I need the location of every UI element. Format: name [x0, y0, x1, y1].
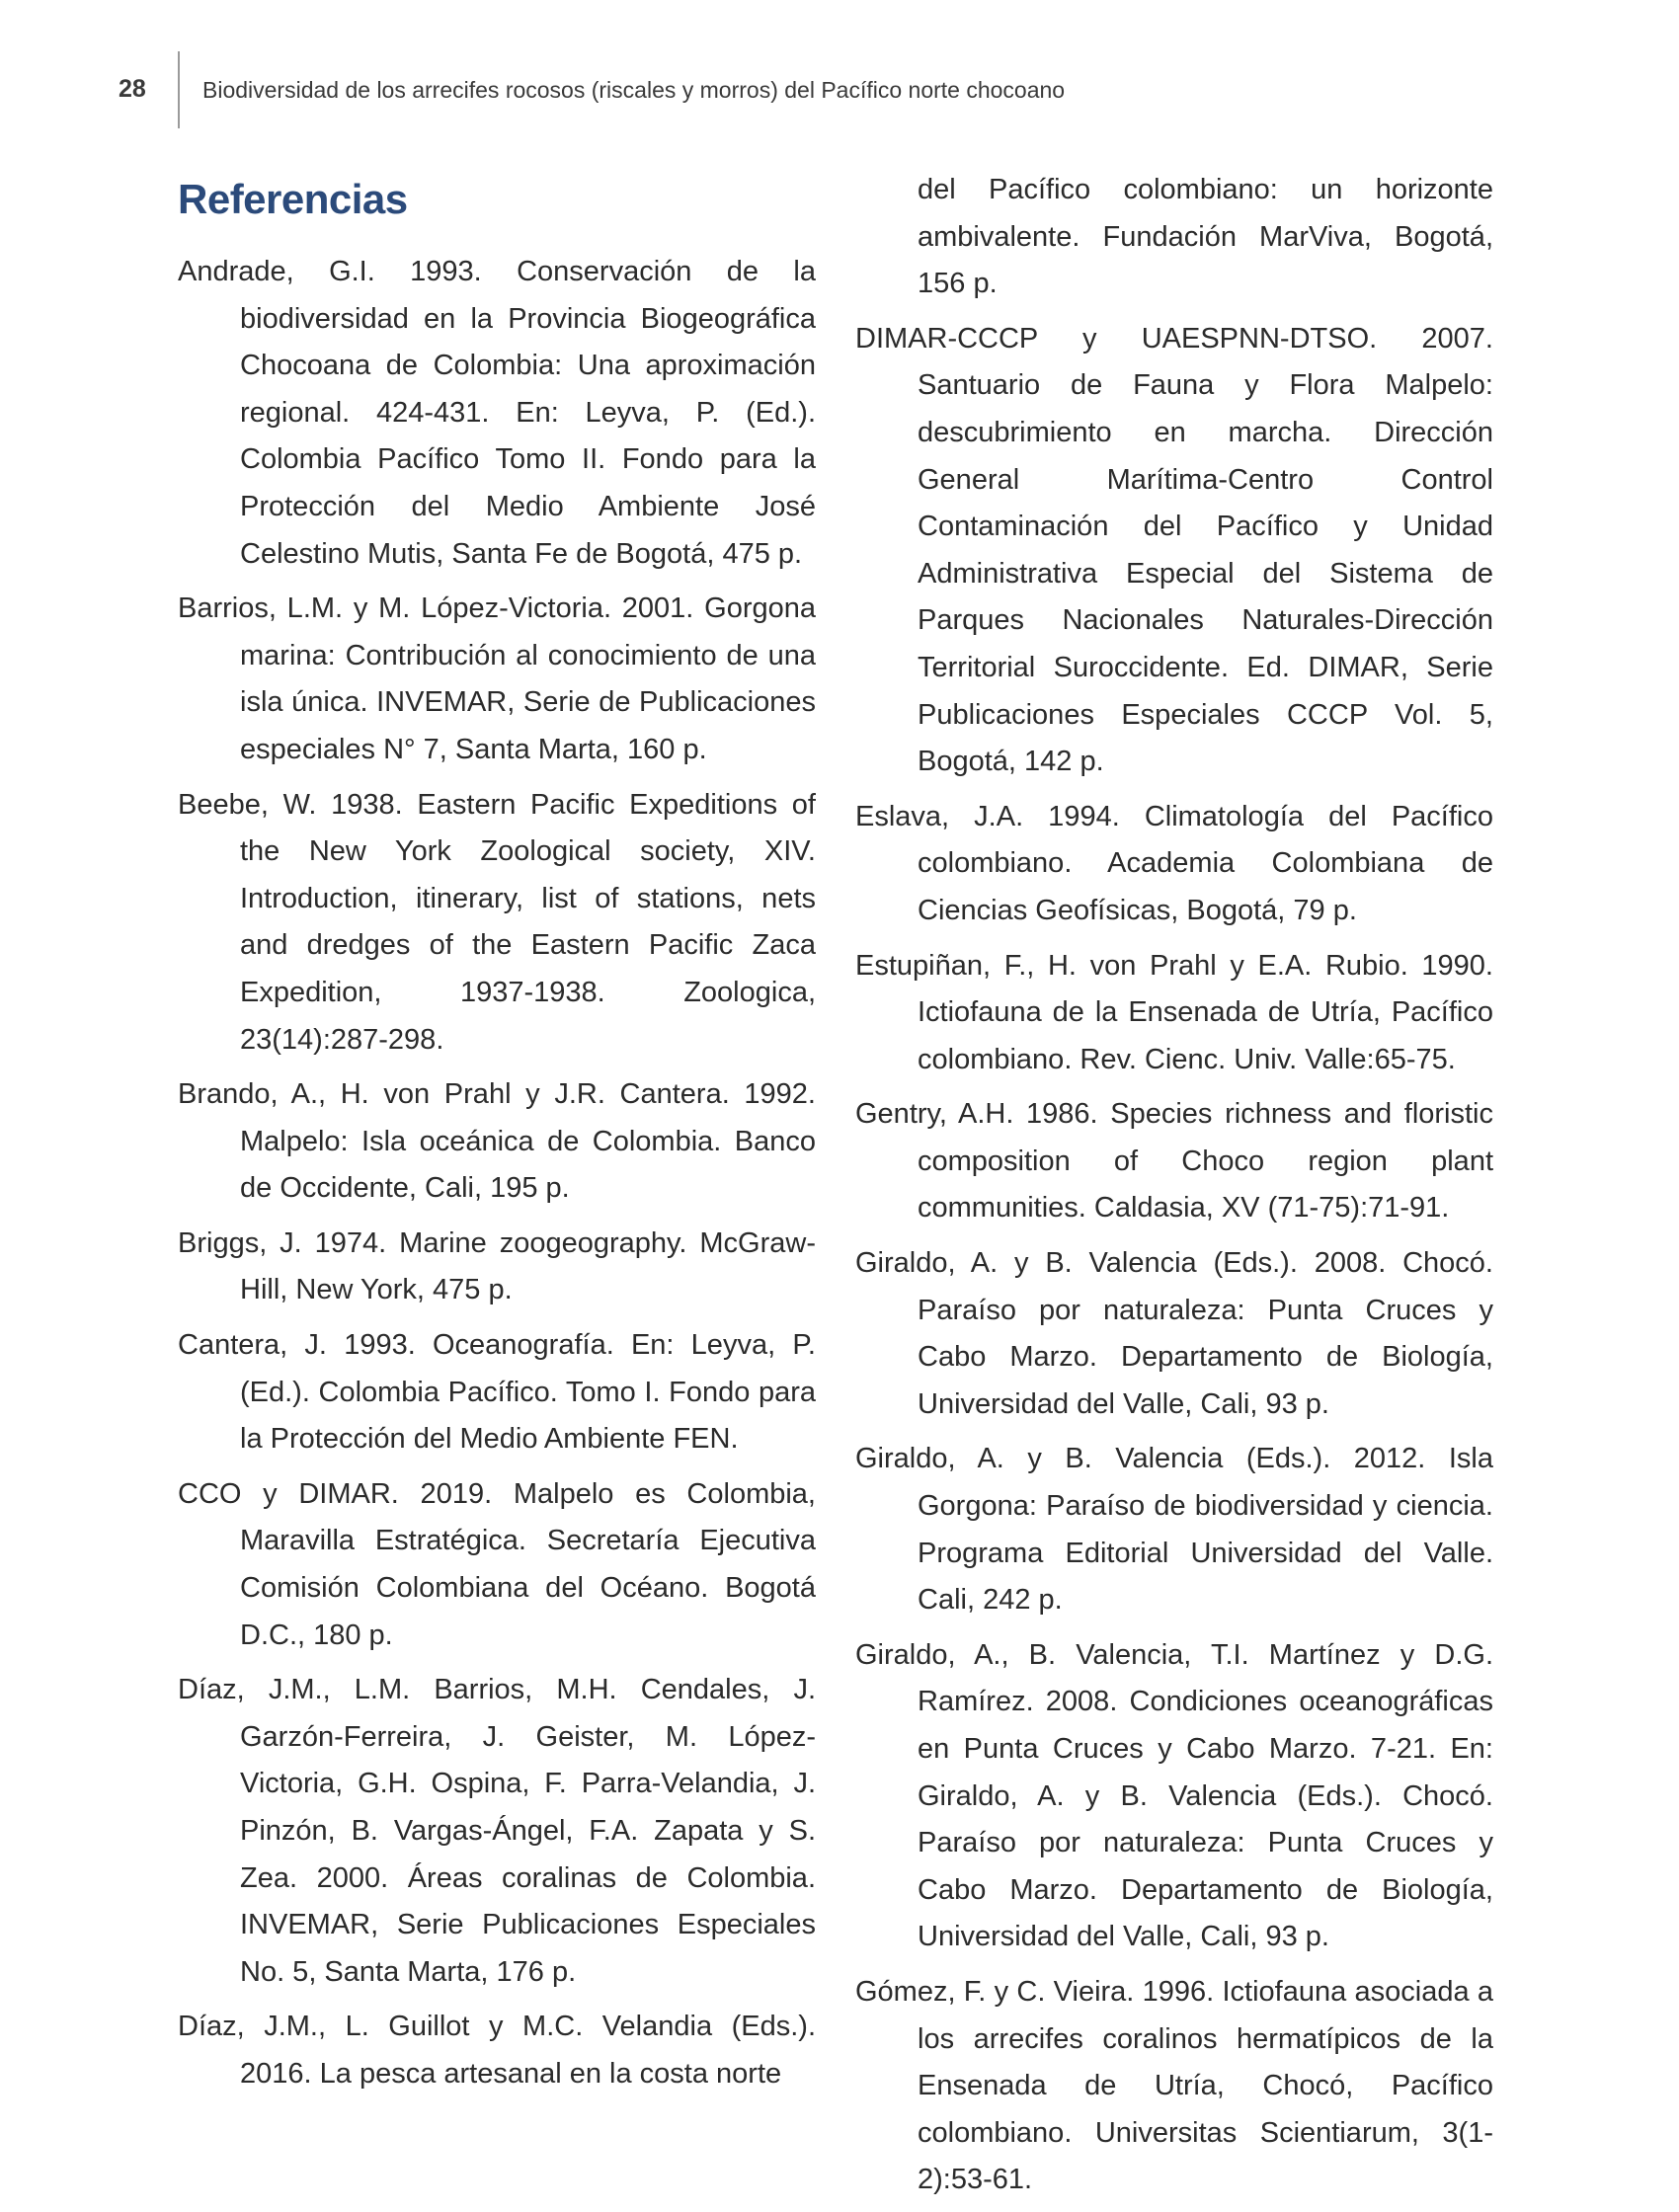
- section-title: Referencias: [178, 176, 408, 222]
- reference-entry: Gómez, F. y C. Vieira. 1996. Ictiofauna asociada a los arrecifes coralinos hermatípicos de la Ensenada de Utría, Chocó, Pacífico colombiano. Universitas Scientiarum, 3(1-2):53-61.: [855, 1975, 1493, 2196]
- reference-entry: Díaz, J.M., L. Guillot y M.C. Velandia (Eds.). 2016. La pesca artesanal en la costa norte: [178, 2011, 816, 2090]
- header-divider: [178, 51, 180, 128]
- reference-entry: Giraldo, A. y B. Valencia (Eds.). 2012. Isla Gorgona: Paraíso de biodiversidad y ciencia. Programa Editorial Universidad del Valle. Cali, 242 p.: [855, 1443, 1493, 1617]
- right-column: [855, 167, 1493, 2212]
- reference-entry: Briggs, J. 1974. Marine zoogeography. McGraw-Hill, New York, 475 p.: [178, 1226, 816, 1306]
- running-title: Biodiversidad de los arrecifes rocosos (riscales y morros) del Pacífico norte chocoano: [202, 77, 1066, 103]
- reference-entry: Brando, A., H. von Prahl y J.R. Cantera. 1992. Malpelo: Isla oceánica de Colombia. Banco de Occidente, Cali, 195 p.: [178, 1078, 816, 1205]
- reference-entry: DIMAR-CCCP y UAESPNN-DTSO. 2007. Santuario de Fauna y Flora Malpelo: descubrimiento en marcha. Dirección General Marítima-Centro Control Contaminación del Pacífico y Unidad Administrativa Especial del Sistema de Parques Nacionales Naturales-Dirección Territorial Suroccidente. Ed. DIMAR, Serie Publicaciones Especiales CCCP Vol. 5, Bogotá, 142 p.: [855, 322, 1493, 778]
- reference-entry: Díaz, J.M., L.M. Barrios, M.H. Cendales, J. Garzón-Ferreira, J. Geister, M. López-Victoria, G.H. Ospina, F. Parra-Velandia, J. Pinzón, B. Vargas-Ángel, F.A. Zapata y S. Zea. 2000. Áreas coralinas de Colombia. INVEMAR, Serie Publicaciones Especiales No. 5, Santa Marta, 176 p.: [178, 1674, 816, 1988]
- reference-entry: Eslava, J.A. 1994. Climatología del Pacífico colombiano. Academia Colombiana de Ciencias Geofísicas, Bogotá, 79 p.: [855, 800, 1493, 926]
- reference-entry: Giraldo, A. y B. Valencia (Eds.). 2008. Chocó. Paraíso por naturaleza: Punta Cruces y Cabo Marzo. Departamento de Biología, Universidad del Valle, Cali, 93 p.: [855, 1247, 1493, 1420]
- reference-entry: Estupiñan, F., H. von Prahl y E.A. Rubio. 1990. Ictiofauna de la Ensenada de Utría, Pacífico colombiano. Rev. Cienc. Univ. Valle:65-75.: [855, 949, 1493, 1075]
- page-number: 28: [119, 75, 146, 103]
- reference-entry: Barrios, L.M. y M. López-Victoria. 2001. Gorgona marina: Contribución al conocimiento de una isla única. INVEMAR, Serie de Publicaciones especiales N° 7, Santa Marta, 160 p.: [178, 592, 816, 765]
- left-column: [178, 170, 816, 2106]
- reference-entry: Giraldo, A., B. Valencia, T.I. Martínez y D.G. Ramírez. 2008. Condiciones oceanográficas en Punta Cruces y Cabo Marzo. 7-21. En: Giraldo, A. y B. Valencia (Eds.). Chocó. Paraíso por naturaleza: Punta Cruces y Cabo Marzo. Departamento de Biología, Universidad del Valle, Cali, 93 p.: [855, 1638, 1493, 1953]
- reference-entry: Beebe, W. 1938. Eastern Pacific Expeditions of the New York Zoological society, XIV. Introduction, itinerary, list of stations, nets and dredges of the Eastern Pacific Zaca Expedition, 1937-1938. Zoologica, 23(14):287-298.: [178, 788, 816, 1056]
- reference-continuation: del Pacífico colombiano: un horizonte ambivalente. Fundación MarViva, Bogotá, 156 p.: [918, 174, 1493, 300]
- reference-entry: Andrade, G.I. 1993. Conservación de la biodiversidad en la Provincia Biogeográfica Chocoana de Colombia: Una aproximación regional. 424-431. En: Leyva, P. (Ed.). Colombia Pacífico Tomo II. Fondo para la Protección del Medio Ambiente José Celestino Mutis, Santa Fe de Bogotá, 475 p.: [178, 256, 816, 570]
- reference-entry: Gentry, A.H. 1986. Species richness and floristic composition of Choco region plant communities. Caldasia, XV (71-75):71-91.: [855, 1098, 1493, 1224]
- reference-entry: CCO y DIMAR. 2019. Malpelo es Colombia, Maravilla Estratégica. Secretaría Ejecutiva Comisión Colombiana del Océano. Bogotá D.C., 180 p.: [178, 1477, 816, 1651]
- reference-entry: Cantera, J. 1993. Oceanografía. En: Leyva, P. (Ed.). Colombia Pacífico. Tomo I. Fondo para la Protección del Medio Ambiente FEN.: [178, 1329, 816, 1456]
